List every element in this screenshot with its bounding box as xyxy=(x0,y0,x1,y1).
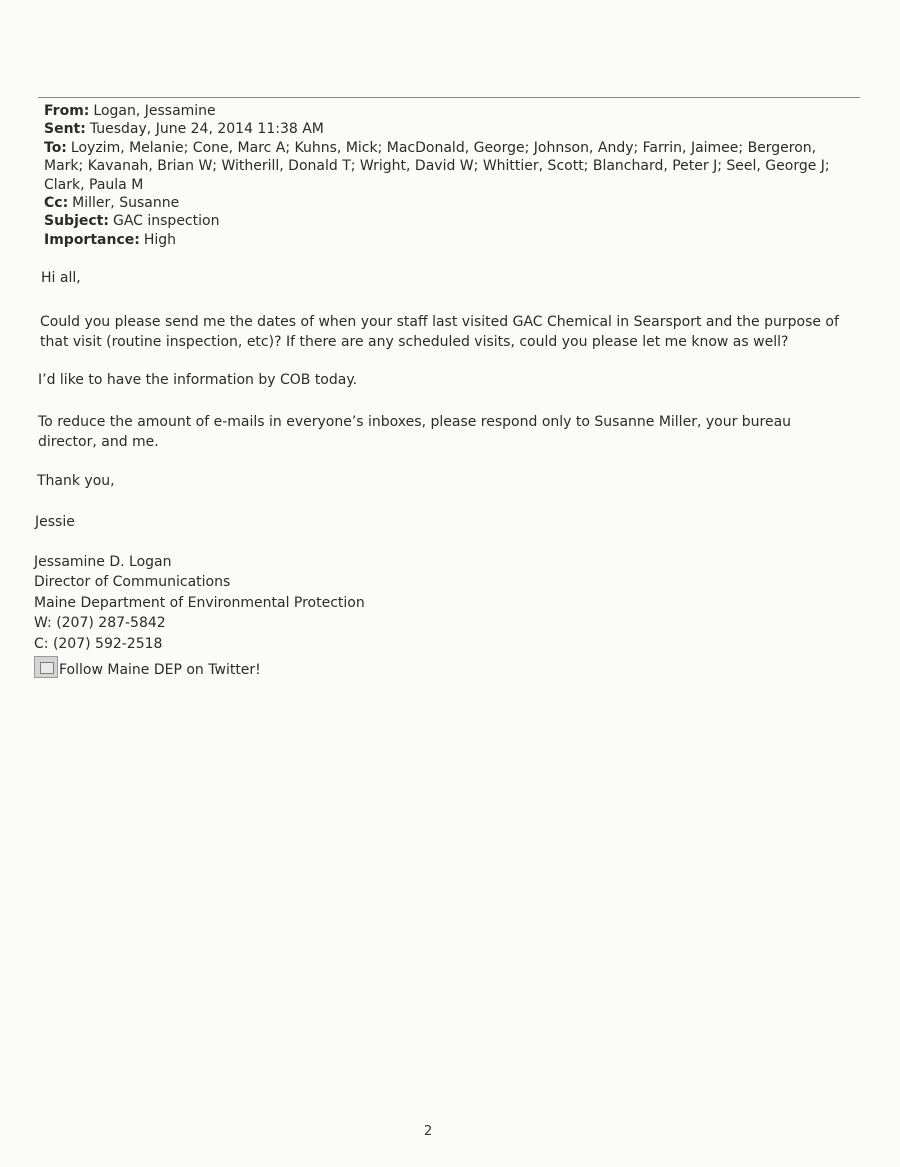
cc-value: Miller, Susanne xyxy=(72,195,180,212)
importance-row xyxy=(44,231,856,249)
signature-cell-phone: C: (207) 592-2518 xyxy=(34,635,163,652)
twitter-image-placeholder-icon xyxy=(34,656,58,678)
from-label: From: xyxy=(44,103,90,119)
twitter-link[interactable] xyxy=(34,656,261,678)
sent-value: Tuesday, June 24, 2014 11:38 AM xyxy=(89,121,324,138)
body-paragraph-3: To reduce the amount of e-mails in everyone’s inboxes, please respond only to Susanne Miller, your bureau director, and me. xyxy=(38,414,792,450)
body-paragraph-1: Could you please send me the dates of when your staff last visited GAC Chemical in Searsport and the purpose of that visit (routine inspection, etc)? If there are any scheduled visits, could you please let me know as well? xyxy=(40,314,839,350)
subject-value: GAC inspection xyxy=(112,213,220,230)
greeting: Hi all, xyxy=(41,270,81,286)
importance-label: Importance: xyxy=(44,231,140,248)
twitter-link-text[interactable]: Follow Maine DEP on Twitter! xyxy=(59,662,261,678)
signature-title: Director of Communications xyxy=(34,574,231,591)
signature-name: Jessamine D. Logan xyxy=(34,554,172,570)
to-label: To: xyxy=(44,139,67,156)
signature-work-phone: W: (207) 287-5842 xyxy=(34,615,166,632)
cc-row xyxy=(44,194,856,212)
body-paragraph-2: I’d like to have the information by COB today. xyxy=(38,372,358,388)
signature-organization: Maine Department of Environmental Protection xyxy=(34,594,365,611)
email-header xyxy=(44,102,856,249)
from-row xyxy=(44,102,856,120)
signature-block xyxy=(34,552,365,654)
to-row xyxy=(44,139,856,194)
subject-row xyxy=(44,212,856,230)
importance-value: High xyxy=(143,231,177,248)
from-value: Logan, Jessamine xyxy=(93,103,216,119)
cc-label: Cc: xyxy=(44,195,69,212)
subject-label: Subject: xyxy=(44,213,109,230)
closing: Thank you, xyxy=(37,473,115,489)
to-value: Loyzim, Melanie; Cone, Marc A; Kuhns, Mick; MacDonald, George; Johnson, Andy; Farrin, Jaimee; Bergeron, Mark; Kavanah, Brian W; Witherill, Donald T; Wright, David W; Whittier, Scott; Blanchard, Peter J; Seel, George J; Clark, Paula M xyxy=(44,139,830,193)
header-divider xyxy=(38,97,860,98)
sent-label: Sent: xyxy=(44,121,86,138)
signoff: Jessie xyxy=(35,514,75,530)
sent-row xyxy=(44,120,856,138)
page-number: 2 xyxy=(424,1124,433,1139)
